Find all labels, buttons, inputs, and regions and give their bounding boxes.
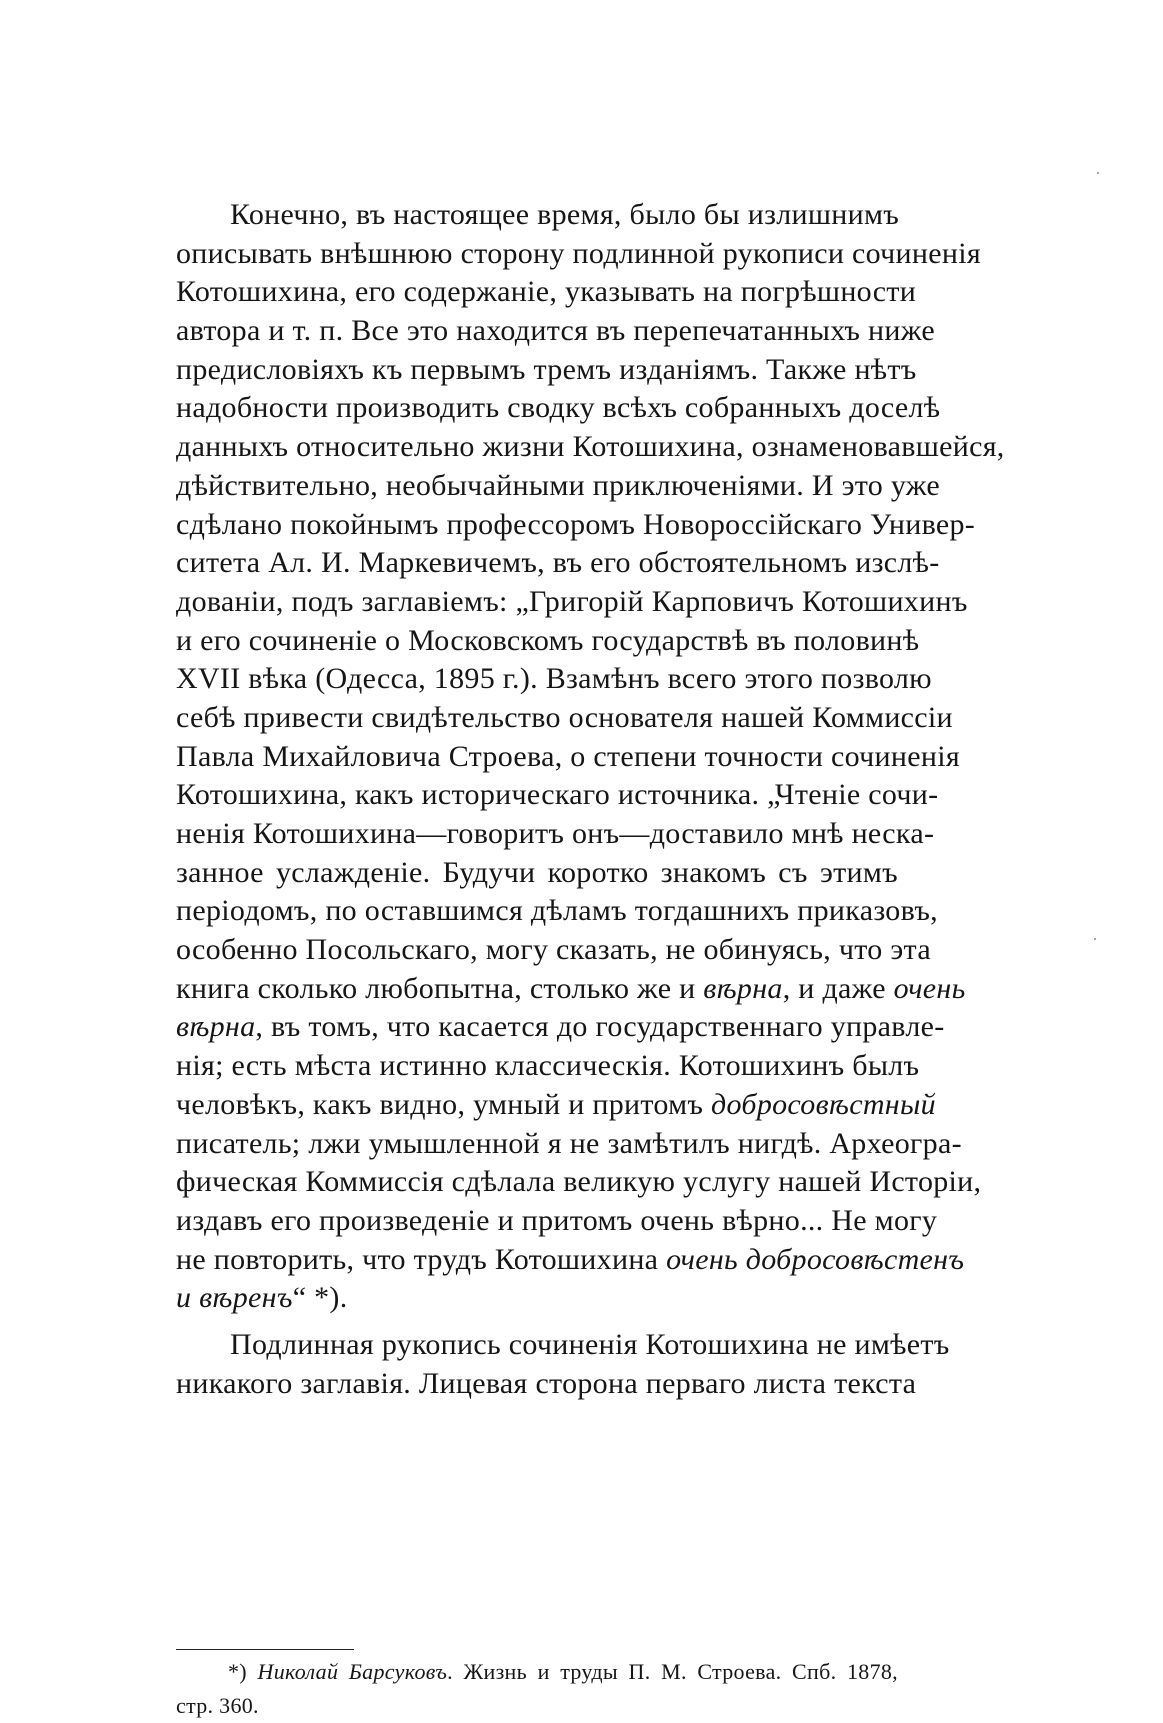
text-line: періодомъ, по оставшимся дѣламъ тогдашнихъ приказовъ, [176, 894, 938, 928]
italic-run: вѣрна [176, 1010, 256, 1044]
text-line [176, 1241, 965, 1280]
text-line: надобности производить сводку всѣхъ собранныхъ доселѣ [176, 391, 941, 425]
footnote-rule [176, 1649, 354, 1650]
text-line: занное услажденіе. Будучи коротко знакомъ съ этимъ [176, 855, 898, 889]
text-line: дѣйствительно, необычайными приключеніями. И это уже [176, 468, 941, 502]
text-line: описывать внѣшнюю сторону подлинной рукописи сочиненія [176, 236, 981, 270]
italic-run: вѣрна [703, 971, 783, 1005]
main-text [176, 196, 1005, 1403]
text-run: книга сколько любопытна, столько же и [176, 971, 704, 1005]
paragraph-gap [176, 1318, 898, 1326]
text-line: дованіи, подъ заглавіемъ: „Григорій Карповичъ Котошихинъ [176, 584, 968, 618]
text-line: и его сочиненіе о Московскомъ государствѣ въ половинѣ [176, 623, 920, 657]
text-line: автора и т. п. Все это находится въ перепечатанныхъ ниже [176, 314, 935, 348]
italic-run: добросовѣстный [711, 1087, 936, 1121]
text-line: ситета Ал. И. Маркевичемъ, въ его обстоятельномъ изслѣ- [176, 546, 940, 580]
text-line: XVII вѣка (Одесса, 1895 г.). Взамѣнъ всего этого позволю [176, 662, 932, 696]
footnote-line [176, 1655, 898, 1689]
text-line: фическая Коммиссія сдѣлала великую услугу нашей Исторіи, [176, 1165, 982, 1199]
text-line [176, 1008, 945, 1047]
scan-speck [1097, 172, 1099, 174]
text-line: Котошихина, какъ историческаго источника. „Чтеніе сочи- [176, 778, 939, 812]
text-run: человѣкъ, какъ видно, умный и притомъ [176, 1087, 712, 1121]
text-run: , и даже [782, 971, 894, 1005]
text-line: нія; есть мѣста истинно классическія. Котошихинъ былъ [176, 1049, 920, 1083]
text-line: Павла Михайловича Строева, о степени точности сочиненія [176, 739, 960, 773]
text-line: Подлинная рукопись сочиненія Котошихина не имѣетъ [230, 1327, 950, 1361]
footnote-line: стр. 360. [176, 1693, 259, 1718]
italic-run: очень [893, 971, 966, 1005]
footnote-marker: *) [228, 1659, 258, 1684]
text-line: писатель; лжи умышленной я не замѣтилъ нигдѣ. Археогра- [176, 1126, 962, 1160]
scan-speck [1094, 938, 1096, 940]
text-line: никакого заглавія. Лицевая сторона перваго листа текста [176, 1366, 917, 1400]
text-run: . Жизнь и труды П. М. Строева. Спб. 1878, [447, 1659, 898, 1684]
italic-run: и вѣренъ [176, 1281, 293, 1315]
text-line: Котошихина, его содержаніе, указывать на погрѣшности [176, 275, 917, 309]
text-line [176, 1279, 898, 1318]
footnote [176, 1655, 898, 1723]
text-line: данныхъ относительно жизни Котошихина, ознаменовавшейся, [176, 430, 1005, 464]
text-line: Конечно, въ настоящее время, было бы излишнимъ [230, 198, 900, 231]
text-run: “ *). [292, 1281, 348, 1315]
text-line: особенно Посольскаго, могу сказать, не обинуясь, что эта [176, 933, 931, 967]
text-line: себѣ привести свидѣтельство основателя нашей Коммиссіи [176, 700, 953, 734]
text-line [176, 1086, 936, 1125]
text-run: не повторить, что трудъ Котошихина [176, 1242, 667, 1276]
text-run: , въ томъ, что касается до государственнаго управле- [255, 1010, 945, 1044]
text-line [176, 970, 966, 1009]
text-line: издавъ его произведеніе и притомъ очень вѣрно... Не могу [176, 1203, 938, 1237]
italic-run: очень добросовѣстенъ [666, 1242, 965, 1276]
text-line: ненія Котошихина—говоритъ онъ—доставило мнѣ неска- [176, 817, 935, 850]
text-line: сдѣлано покойнымъ профессоромъ Новороссійскаго Универ- [176, 507, 976, 541]
text-line: предисловіяхъ къ первымъ тремъ изданіямъ. Также нѣтъ [176, 352, 917, 386]
footnote-author: Николай Барсуковъ [257, 1659, 448, 1684]
